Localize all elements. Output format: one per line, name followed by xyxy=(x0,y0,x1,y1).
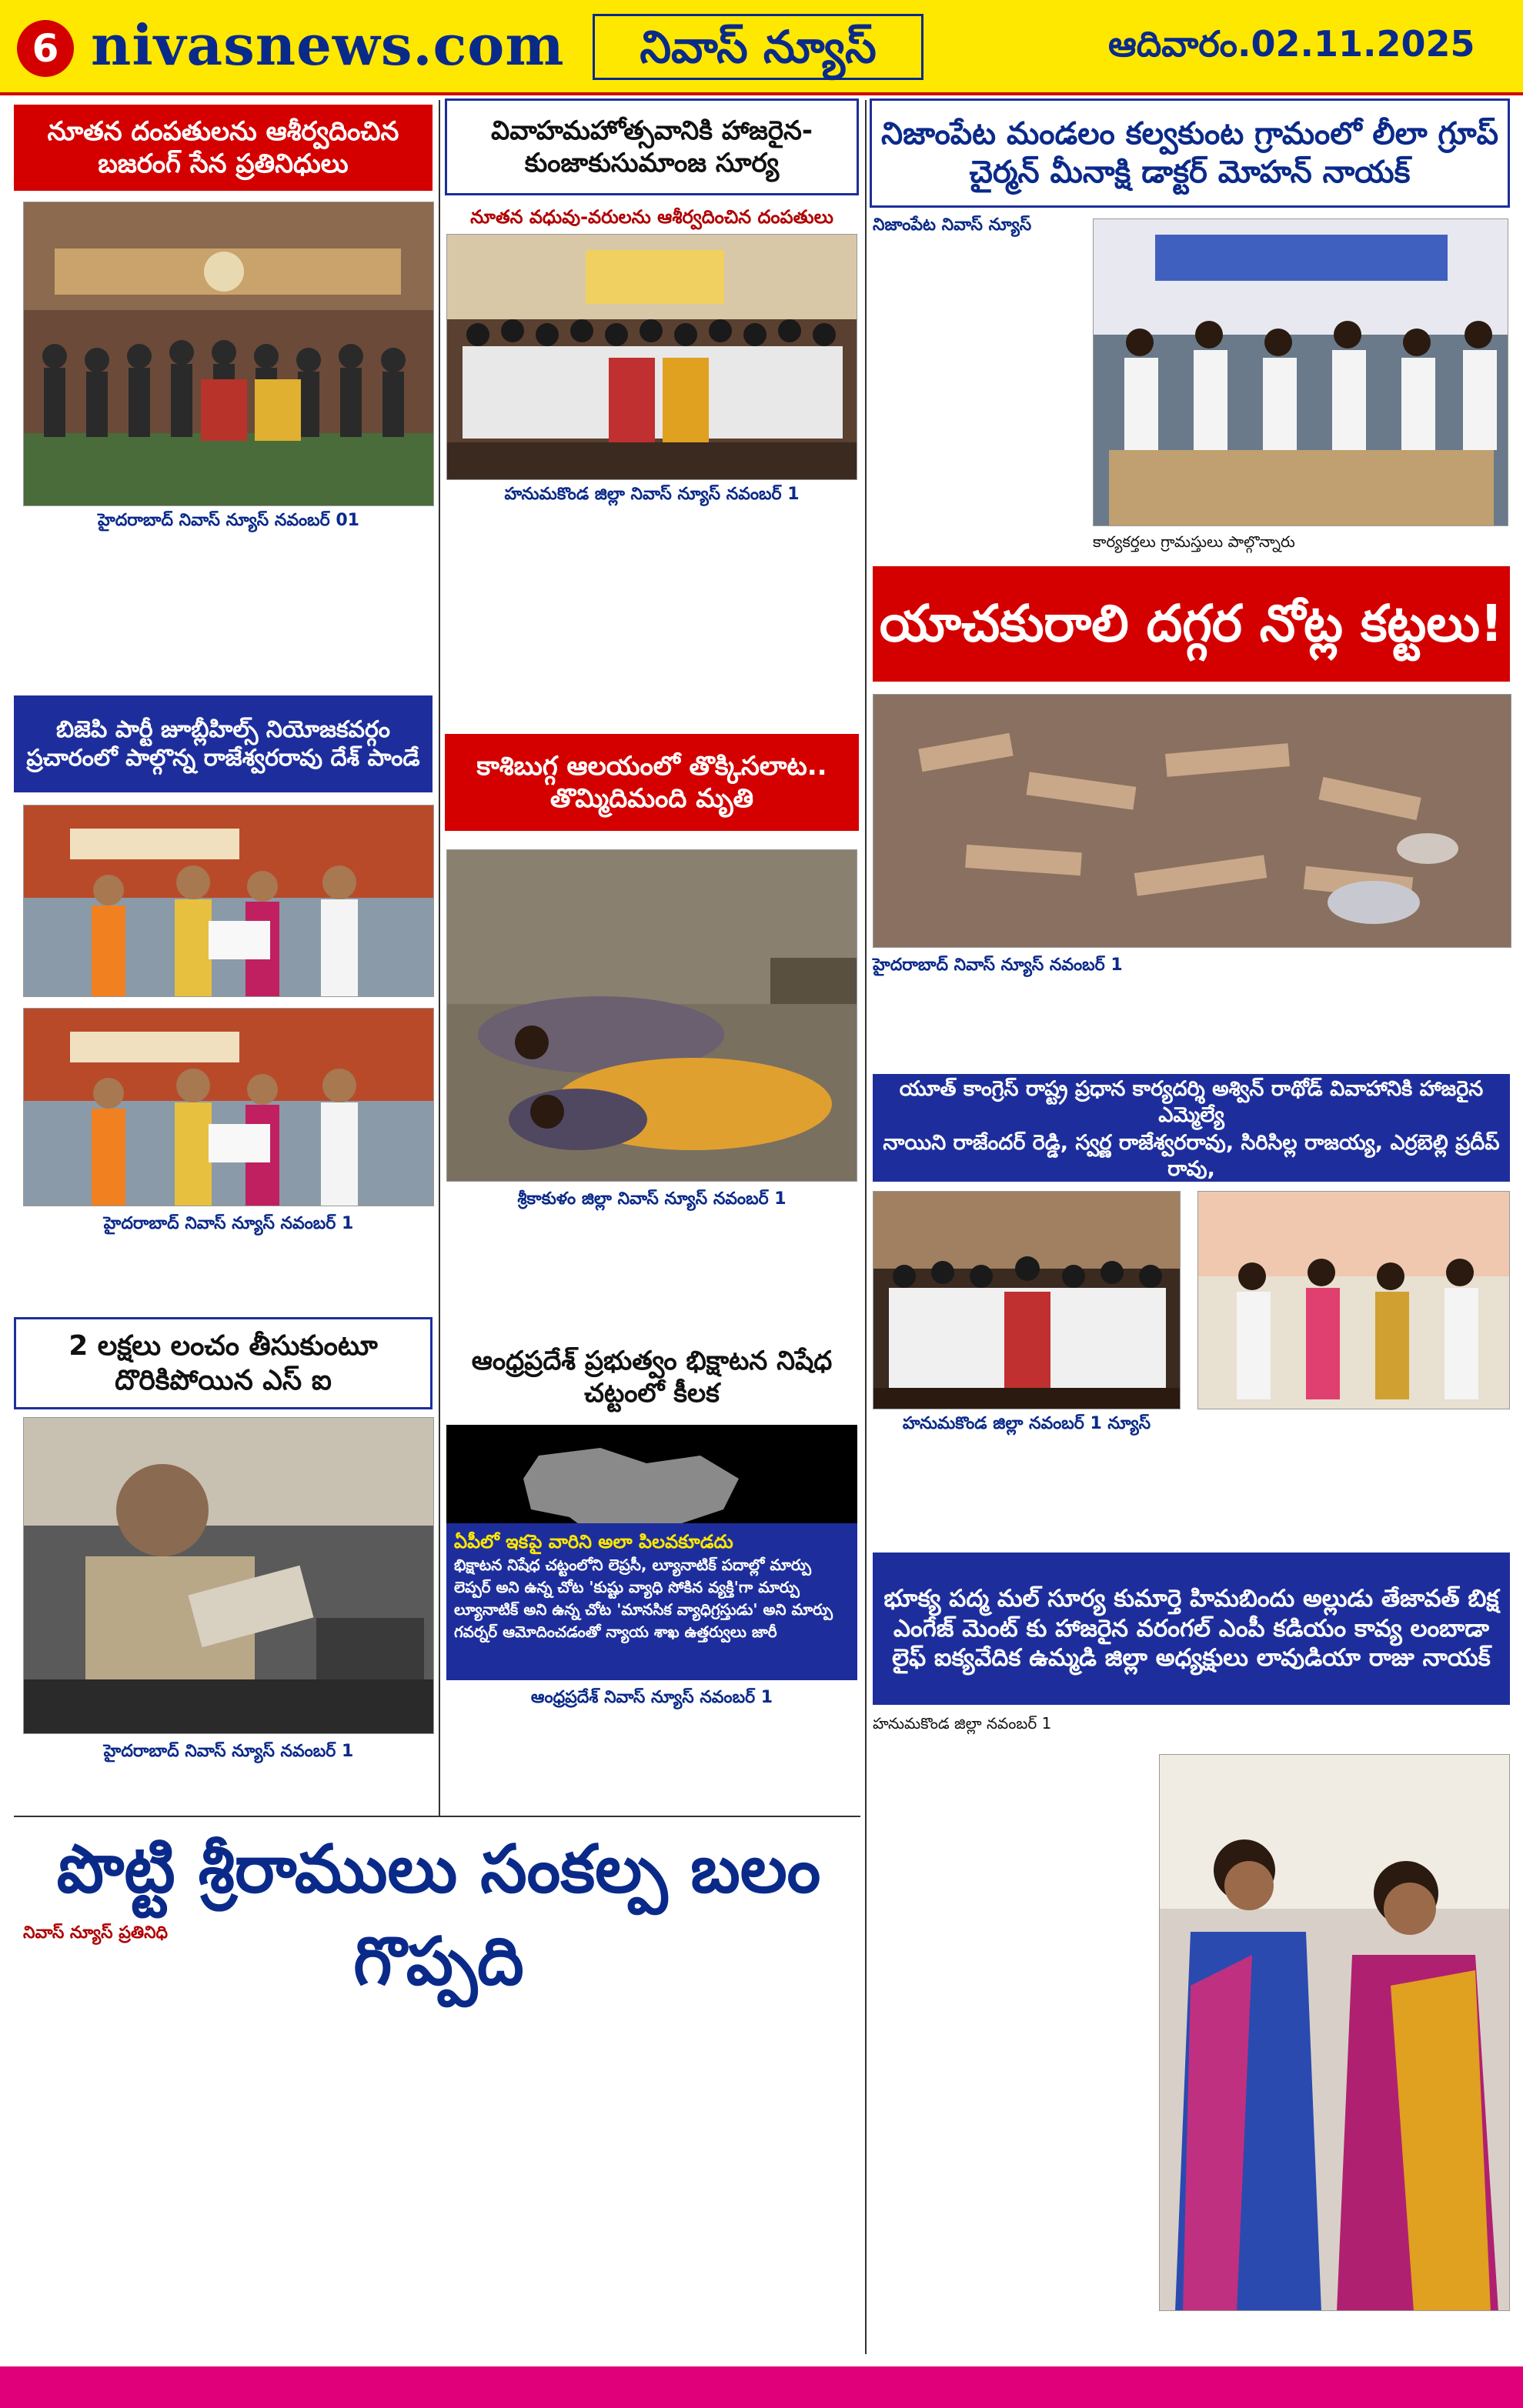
article-5-body xyxy=(23,1237,434,1305)
site-name[interactable]: nivasnews.com xyxy=(91,12,565,78)
article-9-body xyxy=(446,1713,857,1813)
article-11-headline: పొట్టి శ్రీరాములు సంకల్ప బలం గొప్పది xyxy=(56,1831,821,2000)
footer-bar xyxy=(0,2366,1523,2408)
article-5-photo-1 xyxy=(23,805,434,997)
article-3-headline: నిజాంపేట మండలం కల్వకుంట గ్రామంలో లీలా గ్రూప్ చైర్మన్ మీనాక్షి డాక్టర్ మోహన్ నాయక్ xyxy=(870,98,1510,208)
issue-date: ఆదివారం.02.11.2025 xyxy=(1108,23,1475,65)
article-4-dateline: హైదరాబాద్ నివాస్ న్యూస్ నవంబర్ 1 xyxy=(873,956,1123,975)
article-5-dateline: హైదరాబాద్ నివాస్ న్యూస్ నవంబర్ 1 xyxy=(103,1214,354,1233)
column-divider-1 xyxy=(439,100,440,1816)
article-2-dateline: హనుమకొండ జిల్లా నివాస్ న్యూస్ నవంబర్ 1 xyxy=(504,485,800,504)
article-3-dateline: నిజాంపేట నివాస్ న్యూస్ xyxy=(873,215,1032,235)
column-divider-2 xyxy=(865,100,867,2354)
info-box-line-3: లెప్పర్ అని ఉన్న చోట 'కుష్టు వ్యాధి సోకిన వ్యక్తి'గా మార్పు xyxy=(454,1578,800,1597)
article-4-photo xyxy=(873,694,1511,948)
article-5-headline: బిజెపి పార్టీ జూబ్లీహిల్స్ నియోజకవర్గం ప్రచారంలో పాల్గొన్న రాజేశ్వరరావు దేశ్ పాండే xyxy=(14,695,433,792)
article-6-body xyxy=(446,1212,857,1305)
article-2-headline: వివాహమహోత్సవానికి హాజరైన- కుంజాకుసుమాంజ సూర్య xyxy=(445,98,859,195)
page-number: 6 xyxy=(17,20,74,77)
article-7-photo-2 xyxy=(1197,1191,1510,1409)
article-8-headline: 2 లక్షలు లంచం తీసుకుంటూ దొరికిపోయిన ఎస్ ఐ xyxy=(14,1317,433,1409)
article-3-photo xyxy=(1093,218,1508,526)
article-2-subhead: నూతన వధువు-వరులను ఆశీర్వదించిన దంపతులు xyxy=(470,206,833,228)
article-8-dateline: హైదరాబాద్ నివాస్ న్యూస్ నవంబర్ 1 xyxy=(103,1742,354,1761)
info-box-line-2: భిక్షాటన నిషేధ చట్టంలోని లెప్రసీ, ల్యూనాటిక్ పదాల్లో మార్పు xyxy=(454,1556,811,1575)
article-1-body xyxy=(23,534,434,672)
row-divider xyxy=(14,1816,860,1817)
article-10-photo xyxy=(1159,1754,1510,2311)
article-10-dateline: హనుమకొండ జిల్లా నవంబర్ 1 xyxy=(873,1714,1052,1733)
article-7-dateline: హనుమకొండ జిల్లా నవంబర్ 1 న్యూస్ xyxy=(902,1414,1151,1433)
article-1-photo xyxy=(23,202,434,506)
info-box-line-4: ల్యూనాటిక్ అని ఉన్న చోట 'మానసిక వ్యాధిగ్రస్తుడు' అని మార్పు xyxy=(454,1600,833,1619)
article-7-body xyxy=(873,1437,1508,1537)
article-5-photo-2 xyxy=(23,1008,434,1206)
article-11-body xyxy=(23,1945,859,2353)
article-2-body xyxy=(446,508,857,685)
article-8-body xyxy=(23,1765,434,1808)
article-7-headline-line-2: నాయిని రాజేందర్ రెడ్డి, స్వర్ణ రాజేశ్వరరావు, సిరిసిల్ల రాజయ్య, ఎర్రబెల్లి ప్రదీప్ రావు, xyxy=(873,1131,1510,1182)
article-6-photo xyxy=(446,849,857,1182)
article-3-photo-caption: కార్యకర్తలు గ్రామస్తులు పాల్గొన్నారు xyxy=(1093,532,1295,551)
masthead xyxy=(0,0,1523,95)
article-9-dateline: ఆంధ్రప్రదేశ్ నివాస్ న్యూస్ నవంబర్ 1 xyxy=(530,1688,773,1707)
article-6-headline: కాశిబుగ్గ ఆలయంలో తొక్కిసలాట.. తొమ్మిదిమంది మృతి xyxy=(445,734,859,831)
article-11-dateline: నివాస్ న్యూస్ ప్రతినిధి xyxy=(23,1923,169,1943)
article-1-headline: నూతన దంపతులను ఆశీర్వదించిన బజరంగ్ సేన ప్రతినిధులు xyxy=(14,105,433,191)
article-3-body xyxy=(873,235,1091,512)
article-9-info-box xyxy=(446,1523,857,1680)
article-8-photo xyxy=(23,1417,434,1734)
article-7-headline-line-1: యూత్ కాంగ్రెస్ రాష్ట్ర ప్రధాన కార్యదర్శి అశ్విన్ రాథోడ్ వివాహానికి హాజరైన ఎమ్మెల్యే xyxy=(873,1074,1510,1131)
article-7-photo-1 xyxy=(873,1191,1181,1409)
article-4-headline: యాచకురాలి దగ్గర నోట్ల కట్టలు! xyxy=(873,566,1510,682)
article-10-body xyxy=(873,1737,1154,2353)
article-6-dateline: శ్రీకాకుళం జిల్లా నివాస్ న్యూస్ నవంబర్ 1 xyxy=(517,1189,787,1209)
article-4-body xyxy=(873,977,1508,1066)
article-1-dateline: హైదరాబాద్ నివాస్ న్యూస్ నవంబర్ 01 xyxy=(98,511,359,530)
info-box-line-1: ఏపీలో ఇకపై వారిని అలా పిలవకూడదు xyxy=(454,1531,733,1553)
article-10-headline: భూక్య పద్మ మల్ సూర్య కుమార్తె హిమబిందు అల్లుడు తేజావత్ బిక్ష ఎంగేజ్ మెంట్ కు హాజరైన వరంగల్ ఎంపీ కడియం కావ్య లంబాడా లైఫ్ ఐక్యవేదిక ఉమ్మడి జిల్లా అధ్యక్షులు లావుడియా రాజు నాయక్ xyxy=(873,1553,1510,1705)
paper-name: నివాస్ న్యూస్ xyxy=(593,14,923,80)
info-box-line-5: గవర్నర్ ఆమోదించడంతో న్యాయ శాఖ ఉత్తర్వులు జారీ xyxy=(454,1623,777,1642)
article-9-headline: ఆంధ్రప్రదేశ్ ప్రభుత్వం భిక్షాటన నిషేధ చట్టంలో కీలక xyxy=(445,1332,859,1422)
article-2-photo xyxy=(446,234,857,480)
